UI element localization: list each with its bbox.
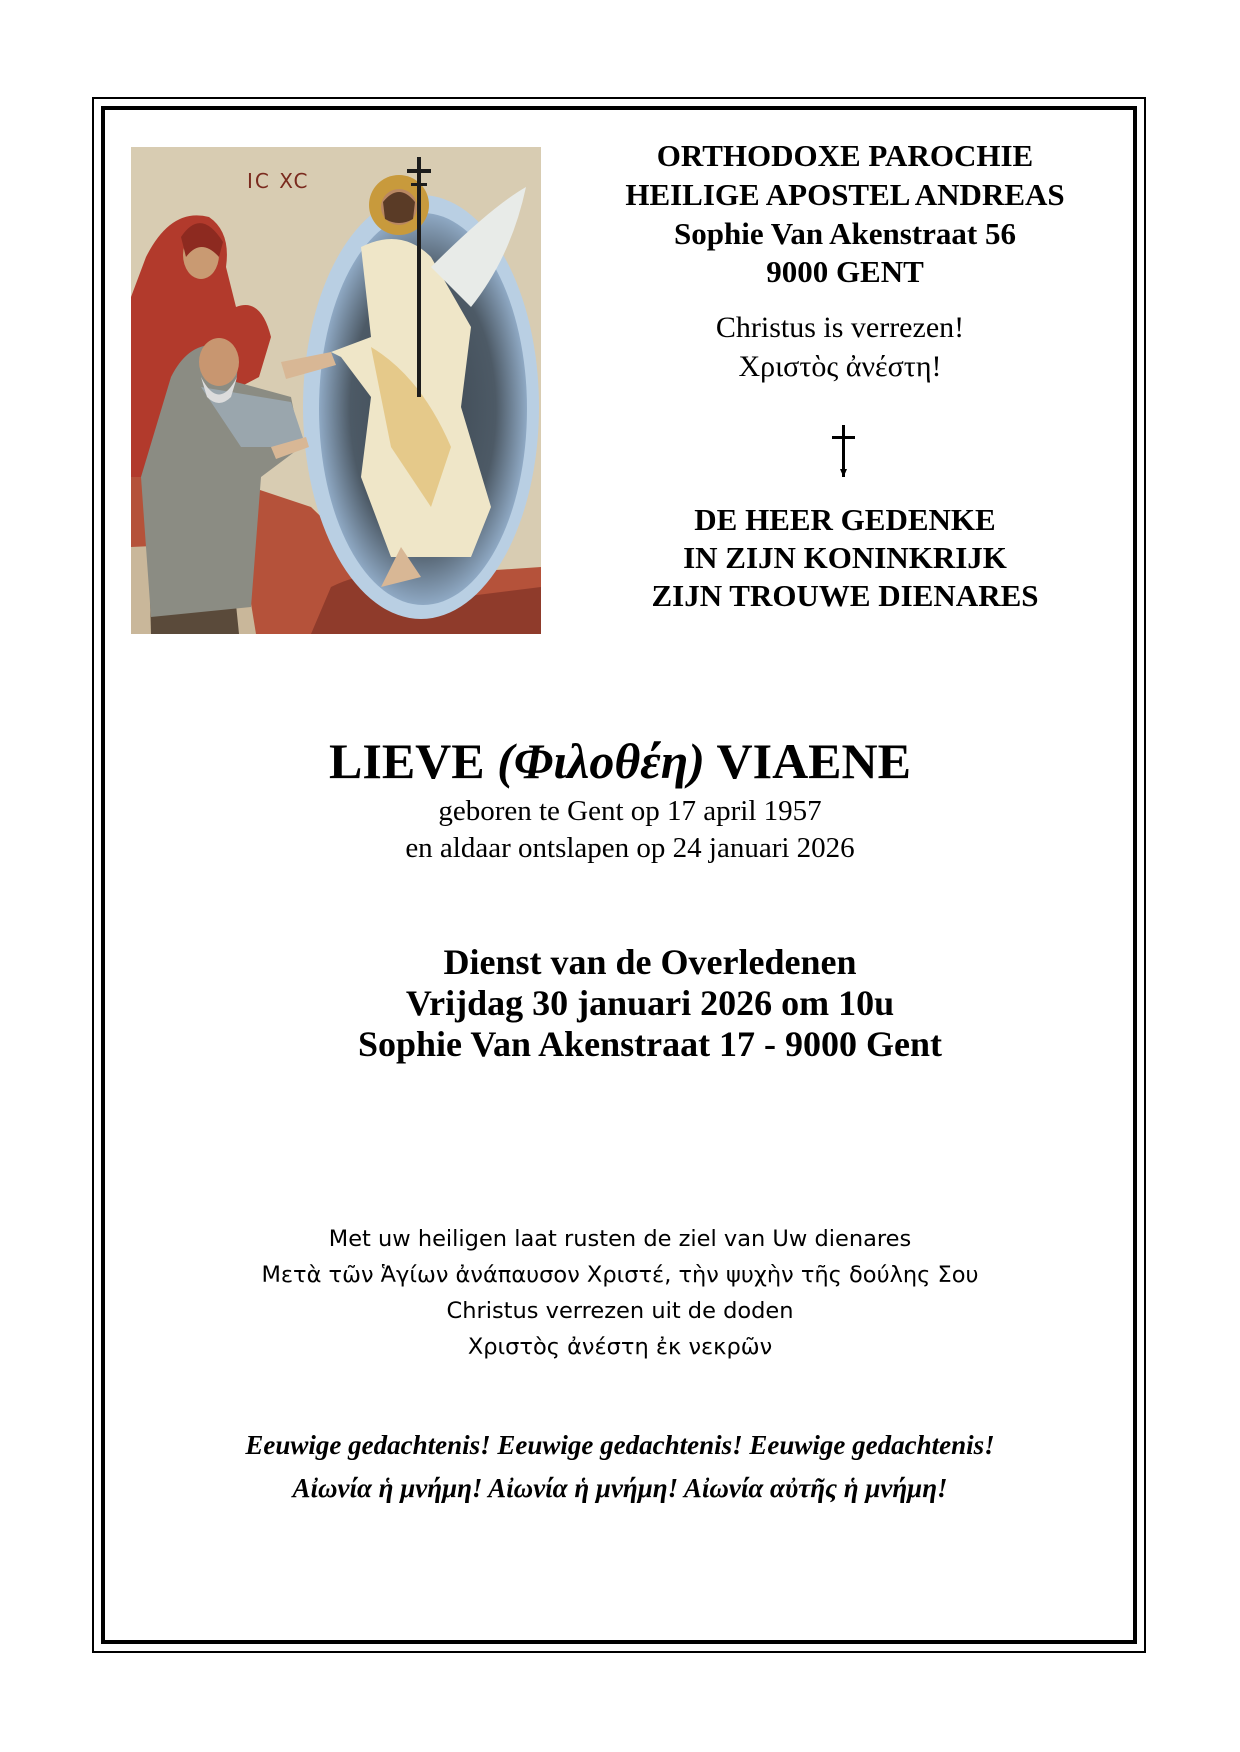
memory-greek: Αἰωνία ἡ μνήμη! Αἰωνία ἡ μνήμη! Αἰωνία αὐτῆς ἡ μνήμη!: [292, 1473, 948, 1503]
deceased-died: en aldaar ontslapen op 24 januari 2026: [405, 832, 855, 864]
closing-prayer-line2: Μετὰ τῶν Ἁγίων ἀνάπαυσον Χριστέ, τὴν ψυχὴν τῆς δούλης Σου: [261, 1262, 979, 1288]
closing-prayer-line1: Met uw heiligen laat rusten de ziel van Uw dienares: [328, 1226, 912, 1252]
prayer-line3: ZIJN TROUWE DIENARES: [651, 578, 1039, 613]
greeting-dutch: Christus is verrezen!: [715, 311, 965, 344]
resurrection-icon-image: [131, 147, 541, 634]
parish-name-line2: HEILIGE APOSTEL ANDREAS: [625, 177, 1065, 212]
prayer-line1: DE HEER GEDENKE: [694, 502, 996, 537]
dagger-cross-icon: [829, 423, 859, 479]
resurrection-icon: [131, 147, 541, 634]
deceased-last-name: VIAENE: [716, 733, 911, 789]
service-title: Dienst van de Overledenen: [443, 942, 857, 982]
closing-prayer-line4: Χριστὸς ἀνέστη ἐκ νεκρῶν: [467, 1334, 773, 1360]
prayer-line2: IN ZIJN KONINKRIJK: [683, 540, 1007, 575]
greeting-greek: Χριστὸς ἀνέστη!: [738, 350, 942, 383]
deceased-name: [200, 731, 1040, 791]
deceased-born: geboren te Gent op 17 april 1957: [438, 795, 822, 827]
deceased-first-name: LIEVE: [329, 733, 485, 789]
deceased-greek-name: (Φιλοθέη): [497, 733, 705, 789]
parish-address: Sophie Van Akenstraat 56: [674, 216, 1016, 251]
parish-name-line1: ORTHODOXE PAROCHIE: [656, 138, 1034, 173]
service-address: Sophie Van Akenstraat 17 - 9000 Gent: [357, 1024, 943, 1064]
service-date: Vrijdag 30 januari 2026 om 10u: [405, 983, 895, 1023]
closing-prayer-line3: Christus verrezen uit de doden: [446, 1298, 794, 1324]
memory-dutch: Eeuwige gedachtenis! Eeuwige gedachtenis! Eeuwige gedachtenis!: [245, 1430, 995, 1460]
icon-inscription: IC XC: [247, 169, 310, 193]
parish-city: 9000 GENT: [766, 254, 924, 289]
